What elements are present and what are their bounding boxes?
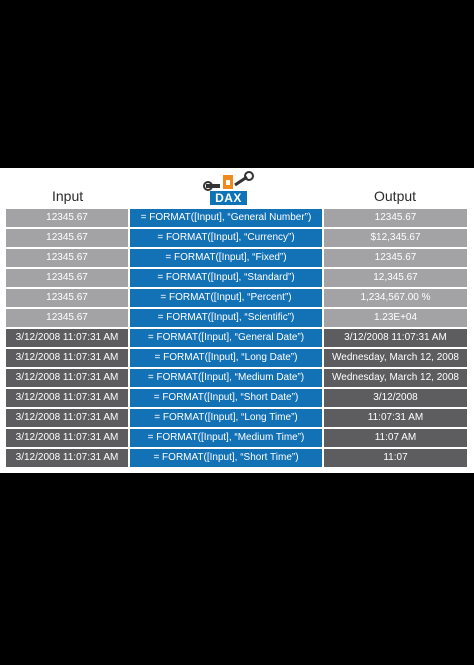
output-cell: 12345.67 xyxy=(324,209,467,227)
dax-logo xyxy=(203,171,255,205)
table-row xyxy=(0,269,474,287)
table-row xyxy=(0,309,474,327)
input-cell: 3/12/2008 11:07:31 AM xyxy=(6,409,128,427)
output-cell: $12,345.67 xyxy=(324,229,467,247)
formula-cell: = FORMAT([Input], “Medium Date”) xyxy=(130,369,322,387)
input-cell: 3/12/2008 11:07:31 AM xyxy=(6,349,128,367)
formula-cell: = FORMAT([Input], “Currency”) xyxy=(130,229,322,247)
formula-cell: = FORMAT([Input], “Medium Time”) xyxy=(130,429,322,447)
output-cell: Wednesday, March 12, 2008 xyxy=(324,349,467,367)
table-row xyxy=(0,209,474,227)
input-cell: 12345.67 xyxy=(6,209,128,227)
output-cell: 11:07 xyxy=(324,449,467,467)
output-cell: Wednesday, March 12, 2008 xyxy=(324,369,467,387)
output-cell: 1,234,567.00 % xyxy=(324,289,467,307)
input-cell: 12345.67 xyxy=(6,289,128,307)
output-cell: 12,345.67 xyxy=(324,269,467,287)
input-cell: 12345.67 xyxy=(6,229,128,247)
input-cell: 12345.67 xyxy=(6,309,128,327)
formula-cell: = FORMAT([Input], “Short Time”) xyxy=(130,449,322,467)
formula-cell: = FORMAT([Input], “Long Time”) xyxy=(130,409,322,427)
input-cell: 12345.67 xyxy=(6,249,128,267)
output-cell: 12345.67 xyxy=(324,249,467,267)
formula-cell: = FORMAT([Input], “Fixed”) xyxy=(130,249,322,267)
table-row xyxy=(0,449,474,467)
table-row xyxy=(0,349,474,367)
output-cell: 1.23E+04 xyxy=(324,309,467,327)
formula-cell: = FORMAT([Input], “General Date”) xyxy=(130,329,322,347)
table-row xyxy=(0,289,474,307)
table-row xyxy=(0,429,474,447)
output-cell: 11:07 AM xyxy=(324,429,467,447)
formula-cell: = FORMAT([Input], “Long Date”) xyxy=(130,349,322,367)
input-cell: 3/12/2008 11:07:31 AM xyxy=(6,329,128,347)
input-column-header: Input xyxy=(52,188,84,204)
table-row xyxy=(0,229,474,247)
input-cell: 12345.67 xyxy=(6,269,128,287)
output-cell: 11:07:31 AM xyxy=(324,409,467,427)
input-cell: 3/12/2008 11:07:31 AM xyxy=(6,389,128,407)
formula-cell: = FORMAT([Input], “General Number”) xyxy=(130,209,322,227)
output-column-header: Output xyxy=(374,188,417,204)
output-cell: 3/12/2008 11:07:31 AM xyxy=(324,329,467,347)
formula-cell: = FORMAT([Input], “Standard”) xyxy=(130,269,322,287)
dax-badge: DAX xyxy=(210,191,247,205)
formula-cell: = FORMAT([Input], “Short Date”) xyxy=(130,389,322,407)
table-row xyxy=(0,409,474,427)
table-row xyxy=(0,249,474,267)
input-cell: 3/12/2008 11:07:31 AM xyxy=(6,369,128,387)
table-row xyxy=(0,369,474,387)
format-table-panel xyxy=(0,168,474,473)
tools-icon xyxy=(203,171,255,193)
formula-cell: = FORMAT([Input], “Scientific”) xyxy=(130,309,322,327)
table-row xyxy=(0,389,474,407)
output-cell: 3/12/2008 xyxy=(324,389,467,407)
input-cell: 3/12/2008 11:07:31 AM xyxy=(6,449,128,467)
table-row xyxy=(0,329,474,347)
formula-cell: = FORMAT([Input], “Percent”) xyxy=(130,289,322,307)
input-cell: 3/12/2008 11:07:31 AM xyxy=(6,429,128,447)
